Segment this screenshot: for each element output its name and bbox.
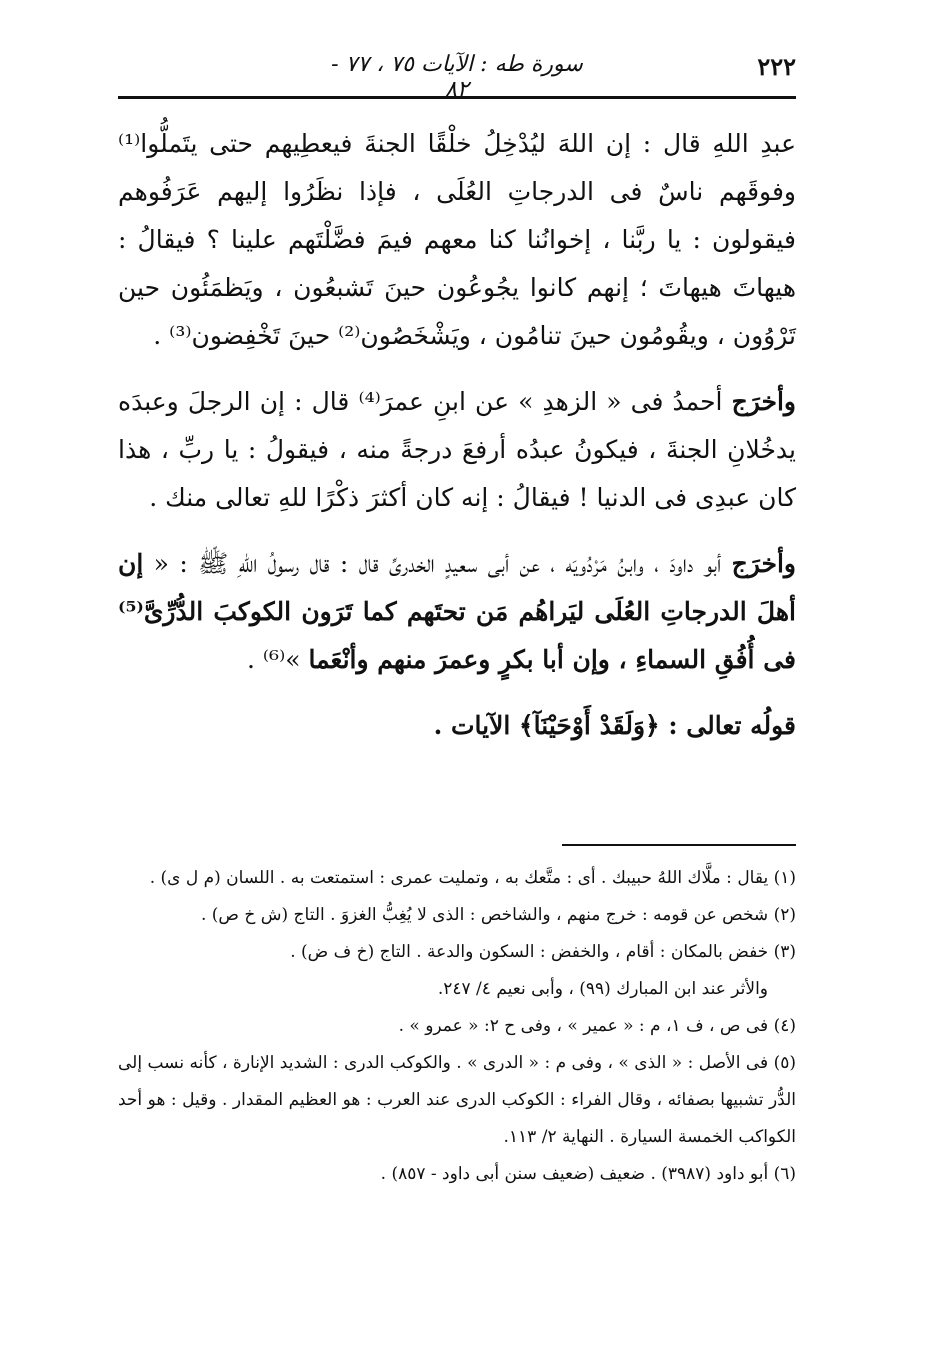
footnote-rule	[562, 844, 796, 846]
verse-reference: ﴿وَلَقَدْ أَوْحَيْنَآ﴾ الآيات .	[433, 711, 669, 740]
paragraph-abu-dawud	[118, 540, 796, 684]
paragraph-hadith-abdullah	[118, 120, 796, 360]
paragraph-text: عبدِ اللهِ قال : إن اللهَ ليُدْخِلُ خلْقًا الجنةَ فيعطِيهم حتى يتَملُّوا⁽¹⁾ وفوقَهم ناسٌ فى الدرجاتِ العُلَى ، فإذا نظَرُوا إليهم عَرَفُوهم فيقولون : يا ربَّنا ، إخوانُنا كنا معهم فيمَ فضَّلْتَهم علينا ؟ فيقالُ : هيهاتَ هيهاتَ ؛ إنهم كانوا يجُوعُون حينَ تَشبعُون ، ويَظمَئُون حين تَرْوُون ، ويقُومُون حينَ تنامُون ، ويَشْخَصُون⁽²⁾ حينَ تَخْفِضون⁽³⁾ .	[118, 129, 796, 350]
verse-heading-lead: قولُه تعالى :	[668, 711, 796, 740]
hadith-quote: إن أهلَ الدرجاتِ العُلَى ليَراهُم مَن تحتَهم كما تَرَون الكوكبَ الدُّرِّىَّ⁽⁵⁾ فى أُفُقِ السماءِ ، وإن أبا بكرٍ وعمرَ منهم وأنْعَما	[118, 549, 796, 674]
main-text	[118, 120, 796, 750]
footnote-1: (١) يقال : ملَّاك اللهُ حبيبك . أى : متَّعك به ، وتمليت عمرى : استمتعت به . اللسان (م ل ى) .	[149, 868, 796, 888]
paragraph-lead: وأخرَج	[731, 549, 796, 578]
paragraph-verse-heading	[118, 702, 796, 750]
header-rule	[118, 96, 796, 99]
paragraph-text-end: »⁽⁶⁾ .	[247, 645, 309, 674]
running-header	[118, 48, 796, 102]
footnote-2: (٢) شخص عن قومه : خرج منهم ، والشاخص : الذى لا يُغِبُّ الغزوَ . التاج (ش خ ص) .	[200, 905, 796, 925]
footnote-4: (٤) فى ص ، ف ١، م : « عمير » ، وفى ح ٢: « عمرو » .	[398, 1016, 796, 1036]
paragraph-lead: وأخرَج	[731, 387, 796, 416]
footnote-3: (٣) خفض بالمكان : أقام ، والخفض : السكون والدعة . التاج (خ ف ض) .	[290, 942, 796, 962]
surah-title: سورة طه : الآيات ٧٥ ، ٧٧ - ٨٢	[331, 52, 583, 102]
paragraph-text: أبو داودَ ، وابنُ مَرْدُويَه ، عن أبى سعيدٍ الخدرىِّ قال : قال رسولُ اللهِ ﷺ : «	[143, 549, 732, 578]
paragraph-ahmad-zuhd	[118, 378, 796, 522]
footnotes	[118, 860, 796, 1193]
footnote-5: (٥) فى الأصل : « الذى » ، وفى م : « الدرى » . والكوكب الدرى : الشديد الإنارة ، كأنه نسب إلى الدُّر تشبيها بصفائه ، وقال الفراء : الكوكب الدرى عند العرب : هو العظيم المقدار . وقيل : هو أحد الكواكب الخمسة السيارة . النهاية ٢/ ١١٣.	[118, 1053, 796, 1147]
page-number: ٢٢٢	[757, 52, 796, 81]
footnote-6: (٦) أبو داود (٣٩٨٧) . ضعيف (ضعيف سنن أبى داود - ٨٥٧) .	[380, 1164, 796, 1184]
footnote-3-continuation: والأثر عند ابن المبارك (٩٩) ، وأبى نعيم ٤/ ٢٤٧.	[437, 979, 768, 999]
paragraph-text: أحمدُ فى « الزهدِ » عن ابنِ عمرَ⁽⁴⁾ قال : إن الرجلَ وعبدَه يدخُلانِ الجنةَ ، فيكونُ عبدُه أرفعَ درجةً منه ، فيقولُ : يا ربِّ ، هذا كان عبدِى فى الدنيا ! فيقالُ : إنه كان أكثرَ ذكْرًا للهِ تعالى منك .	[118, 387, 796, 512]
